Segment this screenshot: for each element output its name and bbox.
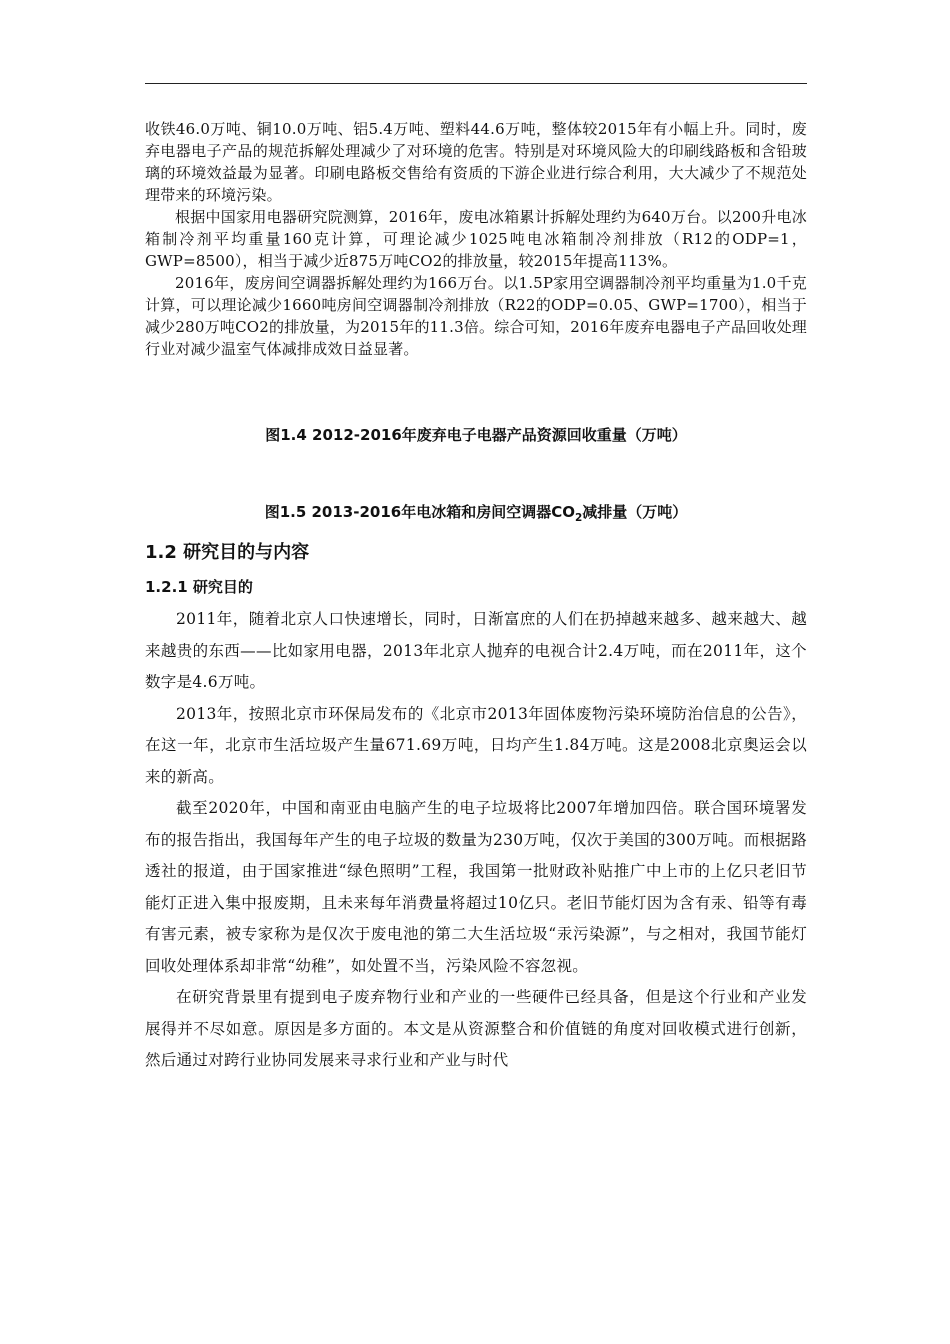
- paragraph-beijing-waste: 2013年，按照北京市环保局发布的《北京市2013年固体废物污染环境防治信息的公告》，在这一年，北京市生活垃圾产生量671.69万吨，日均产生1.84万吨。这是2008北京奥运会以来的新高。: [145, 704, 807, 786]
- caption-1-5-subscript: 2: [574, 512, 583, 524]
- paragraph-ewaste-forecast: 截至2020年，中国和南亚由电脑产生的电子垃圾将比2007年增加四倍。联合国环境署发布的报告指出，我国每年产生的电子垃圾的数量为230万吨，仅次于美国的300万吨。而根据路透社的报道，由于国家推进“绿色照明”工程，我国第一批财政补贴推广中上市的上亿只老旧节能灯正进入集中报废期，且未来每年消费量将超过10亿只。老旧节能灯因为含有汞、铅等有毒有害元素，被专家称为是仅次于废电池的第二大生活垃圾“汞污染源”，与之相对，我国节能灯回收处理体系却非常“幼稚”，如处置不当，污染风险不容忽视。: [145, 799, 807, 975]
- paragraph-beijing-tv: 2011年，随着北京人口快速增长，同时，日渐富庶的人们在扔掉越来越多、越来越大、越来越贵的东西——比如家用电器，2013年北京人抛弃的电视合计2.4万吨，而在2011年，这个数字是4.6万吨。: [145, 610, 807, 691]
- subsection-heading: 1.2.1 研究目的: [145, 578, 253, 596]
- caption-1-5-text: 图1.5 2013-2016年电冰箱和房间空调器CO: [264, 503, 575, 521]
- section-heading: 1.2 研究目的与内容: [145, 542, 310, 563]
- paragraph-research-background: 在研究背景里有提到电子废弃物行业和产业的一些硬件已经具备，但是这个行业和产业发展得并不尽如意。原因是多方面的。本文是从资源整合和价值链的角度对回收模式进行创新，然后通过对跨行业协同发展来寻求行业和产业与时代: [145, 988, 807, 1069]
- figure-caption-1-5: [145, 501, 807, 524]
- header-rule: [145, 83, 807, 84]
- figure-caption-1-4: 图1.4 2012-2016年废弃电子电器产品资源回收重量（万吨）: [265, 426, 687, 444]
- caption-1-5-text-end: 减排量（万吨）: [582, 503, 688, 521]
- document-page: [145, 118, 807, 1077]
- paragraph-air-conditioner: 2016年，废房间空调器拆解处理约为166万台。以1.5P家用空调器制冷剂平均重量为1.0千克计算，可以理论减少1660吨房间空调器制冷剂排放（R22的ODP=0.05、GWP=1700），相当于减少280万吨CO2的排放量，为2015年的11.3倍。综合可知，2016年废弃电器电子产品回收处理行业对减少温室气体减排成效日益显著。: [145, 274, 807, 358]
- paragraph-refrigerator: 根据中国家用电器研究院测算，2016年，废电冰箱累计拆解处理约为640万台。以200升电冰箱制冷剂平均重量160克计算，可理论减少1025吨电冰箱制冷剂排放（R12的ODP=1，GWP=8500），相当于减少近875万吨CO2的排放量，较2015年提高113%。: [145, 208, 807, 270]
- paragraph-continued: 收铁46.0万吨、铜10.0万吨、铝5.4万吨、塑料44.6万吨，整体较2015年有小幅上升。同时，废弃电器电子产品的规范拆解处理减少了对环境的危害。特别是对环境风险大的印刷线路板和含铅玻璃的环境效益最为显著。印刷电路板交售给有资质的下游企业进行综合利用，大大减少了不规范处理带来的环境污染。: [145, 120, 807, 204]
